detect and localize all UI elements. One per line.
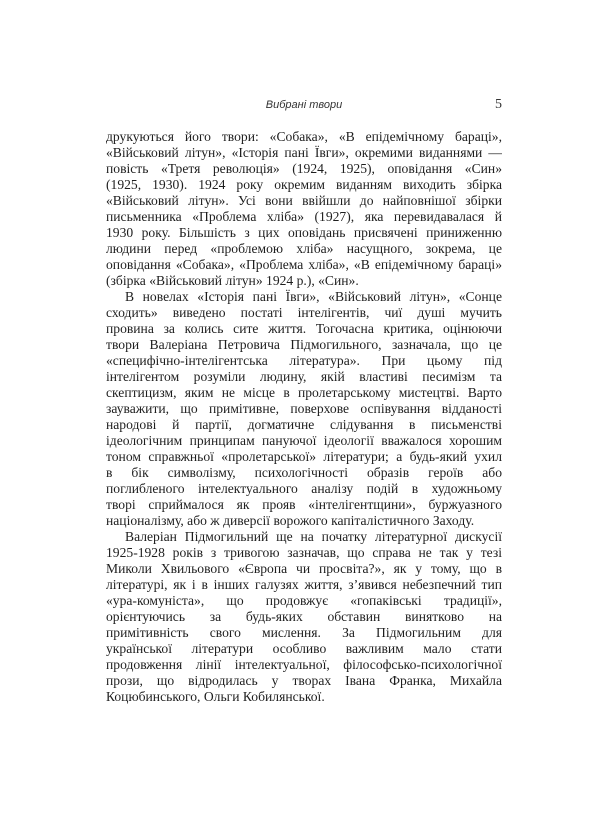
text-line: народові й партії, догматичне слідування в письменстві (106, 417, 502, 432)
text-line: людини перед «проблемою хліба» насущного, зокрема, це (106, 241, 502, 256)
text-line: скептицизм, яким не місце в пролетарському мистецтві. Варто (106, 385, 502, 400)
text-line: примітивність свого мислення. За Підмогильним для (106, 625, 502, 640)
body-text (106, 129, 502, 705)
text-line: «Військовий літун». Усі вони ввійшли до найповнішої збірки (106, 193, 502, 208)
text-line: зауважити, що примітивне, поверхове оспівування відданості (106, 401, 502, 416)
text-line: твори Валеріана Петровича Підмогильного, зазначала, що це (106, 337, 502, 352)
text-line: інтелігентом розуміли людину, якій властиві песимізм та (106, 369, 502, 384)
paragraph (106, 529, 502, 705)
text-line: тоном справжньої «пролетарської» літератури; а будь-який ухил (106, 449, 502, 464)
text-line: ідеологічним принципам пануючої ідеології вважалося хорошим (106, 433, 502, 448)
text-line: (1925, 1930). 1924 року окремим виданням виходить збірка (106, 177, 502, 192)
paragraph (106, 289, 502, 529)
text-line: в бік символізму, психологічності образів героїв або (106, 465, 502, 480)
text-line: орієнтуючись за будь-яких обставин винятково на (106, 609, 502, 624)
paragraph (106, 129, 502, 289)
text-line: літературі, як і в інших галузях життя, з’явився небезпечний тип (106, 577, 502, 592)
text-line: повість «Третя революція» (1924, 1925), оповідання «Син» (106, 161, 502, 176)
text-line: провина за колись сите життя. Тогочасна критика, оцінюючи (106, 321, 502, 336)
text-line: націоналізму, або ж диверсії ворожого капіталістичного Заходу. (106, 513, 475, 528)
text-line: оповідання «Собака», «Проблема хліба», «В епідемічному бараці» (106, 257, 502, 272)
text-line: «ура-комуніста», що продовжує «гопаківські традиції», (106, 593, 502, 608)
text-line: письменника «Проблема хліба» (1927), яка перевидавалася й (106, 209, 502, 224)
text-line: «Військовий літун», «Історія пані Ївги», окремими виданнями — (106, 145, 502, 160)
text-line: української літератури особливо важливим мало стати (106, 641, 502, 656)
text-line: продовження лінії інтелектуальної, філософсько-психологічної (106, 657, 502, 672)
text-line: друкуються його твори: «Собака», «В епідемічному бараці», (106, 129, 502, 144)
text-line: Коцюбинського, Ольги Кобилянської. (106, 689, 325, 704)
text-line: (збірка «Військовий літун» 1924 р.), «Син». (106, 273, 359, 288)
text-line: 1925-1928 років з тривогою зазначав, що справа не так у тезі (106, 545, 502, 560)
text-line: Миколи Хвильового «Європа чи просвіта?», як у тому, що в (106, 561, 502, 576)
text-line: «специфічно-інтелігентська література». При цьому під (106, 353, 502, 368)
text-line: сходить» виведено постаті інтелігентів, чиї душі мучить (106, 305, 502, 320)
text-line: Валеріан Підмогильний ще на початку літературної дискусії (125, 529, 502, 544)
page-number: 5 (495, 97, 502, 112)
text-line: В новелах «Історія пані Ївги», «Військовий літун», «Сонце (125, 289, 502, 304)
text-line: творі сприймалося як прояв «інтелігентщини», буржуазного (106, 497, 502, 512)
text-line: 1930 року. Більшість з цих оповідань присвячені приниженню (106, 225, 502, 240)
text-line: прози, що відродилась у творах Івана Франка, Михайла (106, 673, 502, 688)
running-header (106, 97, 502, 113)
running-title: Вибрані твори (265, 99, 343, 111)
text-line: поглибленого інтелектуального аналізу подій в художньому (106, 481, 502, 496)
